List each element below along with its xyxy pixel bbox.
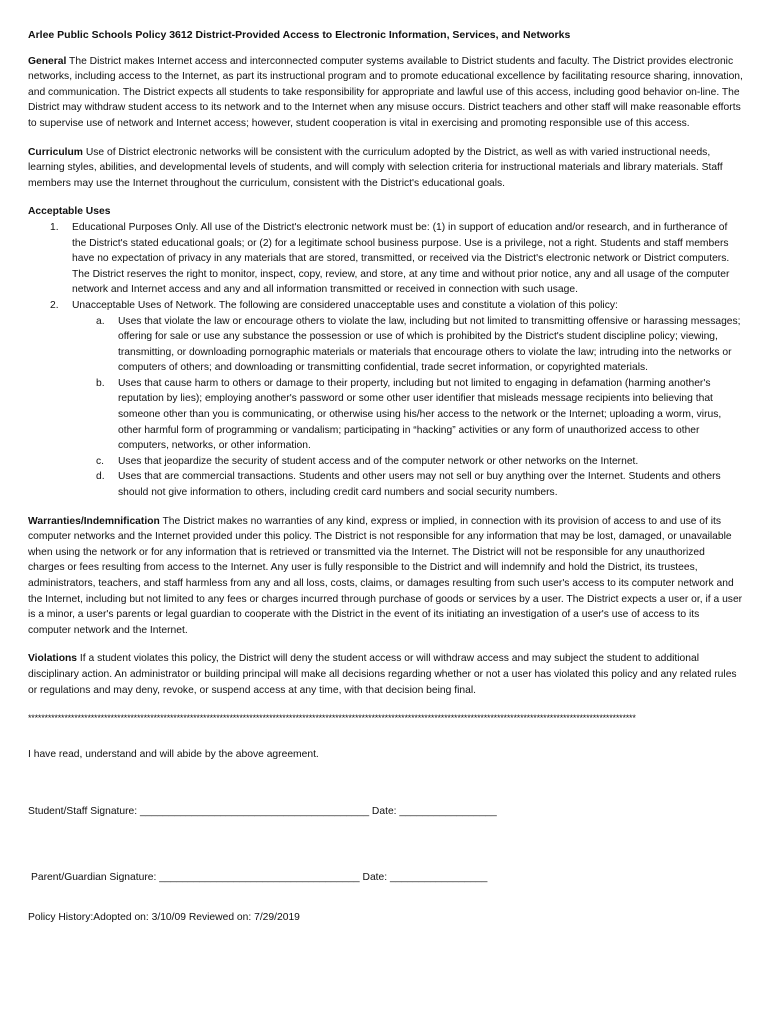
acceptable-uses-list bbox=[28, 220, 744, 501]
item-number: 1. bbox=[50, 221, 59, 233]
acceptable-uses-heading: Acceptable Uses bbox=[28, 206, 111, 218]
curriculum-text: Use of District electronic networks will be consistent with the curriculum adopted by the District, as well as with varied instructional needs, learning styles, abilities, and developmental levels of students, and will comply with selection criteria for instructional materials and library materials. Staff members may use the Internet throughout the curriculum, consistent with the District's educational goals. bbox=[28, 146, 723, 189]
separator-line: **************************************************************************************************************************************************************************************** bbox=[28, 713, 636, 724]
warranties-heading: Warranties/Indemnification bbox=[28, 515, 160, 527]
section-violations bbox=[28, 651, 744, 698]
sub-list-item bbox=[72, 314, 744, 376]
list-item bbox=[28, 220, 744, 298]
item-text: Educational Purposes Only. All use of the District's electronic network must be: (1) in support of education and/or research, and in furtherance of the District's stated educational goals; or (2) for a legitimate school business purpose. Use is a privilege, not a right. Students and staff members have no expectation of privacy in any materials that are stored, transmitted, or received via the District's electronic network or District computers. The District reserves the right to monitor, inspect, copy, review, and store, at any time and without prior notice, any and all usage of the computer network and Internet access and any and all information transmitted or received in connection with such usage. bbox=[72, 221, 730, 296]
acknowledgement-text: I have read, understand and will abide by the above agreement. bbox=[28, 748, 319, 760]
policy-document bbox=[28, 28, 744, 925]
general-text: The District makes Internet access and interconnected computer systems available to District students and faculty. The District provides electronic networks, including access to the Internet, as part its instructional program and to promote educational excellence by facilitating resource sharing, innovation, and communication. The District expects all students to take responsibility for appropriate and lawful use of this access, including good behavior on-line. The District may withdraw student access to its network and to the Internet when any misuse occurs. District teachers and other staff will make reasonable efforts to supervise use of network and Internet access; however, student cooperation is vital in exercising and promoting responsible use of this access. bbox=[28, 55, 743, 129]
section-warranties bbox=[28, 514, 744, 639]
item-text: Unacceptable Uses of Network. The following are considered unacceptable uses and constitute a violation of this policy: bbox=[72, 299, 618, 311]
sub-list-item bbox=[72, 469, 744, 500]
warranties-text: The District makes no warranties of any kind, express or implied, in connection with its provision of access to and use of its computer networks and the Internet provided under this policy. The District is not responsible for any information that may be lost, damaged, or unavailable when using the network or for any information that is retrieved or transmitted via the Internet. The District will not be responsible for any unauthorized charges or fees resulting from access to the Internet. Any user is fully responsible to the District and will indemnify and hold the District, its trustees, administrators, teachers, and staff harmless from any and all loss, costs, claims, or damages resulting from such user's access to its computer network and the Internet, including but not limited to any fees or charges incurred through purchase of goods or services by a user. The District expects a user or, if a user is a minor, a user's parents or legal guardian to cooperate with the District in the event of its initiating an investigation of a user's use of access to its computer network and the Internet. bbox=[28, 515, 743, 636]
item-letter: a. bbox=[96, 315, 105, 327]
item-number: 2. bbox=[50, 299, 59, 311]
sub-item-text: Uses that cause harm to others or damage to their property, including but not limited to engaging in defamation (harming another's reputation by lies); employing another's password or some other user identifier that misleads message recipients into believing that someone other than you is communicating, or otherwise using his/her access to the network or the Internet; uploading a worm, virus, other harmful form of programming or vandalism; participating in “hacking” activities or any form of unauthorized access to other computers, networks, or other information. bbox=[118, 377, 722, 452]
sub-item-text: Uses that violate the law or encourage others to violate the law, including but not limited to transmitting offensive or harassing messages; offering for sale or use any substance the possession or use of which is prohibited by the District's student discipline policy; viewing, transmitting, or downloading pornographic materials or materials that encourage others to violate the law; intruding into the networks or computers of others; and downloading or transmitting confidential, trade secret information, or copyrighted materials. bbox=[118, 315, 741, 374]
section-acceptable-uses bbox=[28, 204, 744, 500]
section-curriculum bbox=[28, 145, 744, 192]
sub-item-text: Uses that jeopardize the security of student access and of the computer network or other networks on the Internet. bbox=[118, 455, 639, 467]
item-letter: d. bbox=[96, 471, 105, 483]
policy-history: Policy History:Adopted on: 3/10/09 Reviewed on: 7/29/2019 bbox=[28, 911, 300, 923]
item-letter: c. bbox=[96, 455, 105, 467]
general-heading: General bbox=[28, 55, 67, 67]
parent-signature-line[interactable]: Parent/Guardian Signature: ___________________________________ Date: _________________ bbox=[31, 871, 488, 883]
sub-list-item bbox=[72, 454, 744, 470]
unacceptable-uses-list bbox=[72, 314, 744, 501]
section-general bbox=[28, 54, 744, 132]
sub-list-item bbox=[72, 376, 744, 454]
item-letter: b. bbox=[96, 377, 105, 389]
list-item bbox=[28, 298, 744, 501]
document-title: Arlee Public Schools Policy 3612 District-Provided Access to Electronic Information, Services, and Networks bbox=[28, 29, 571, 41]
violations-heading: Violations bbox=[28, 653, 78, 665]
student-signature-line[interactable]: Student/Staff Signature: ________________________________________ Date: _________________ bbox=[28, 806, 497, 818]
violations-text: If a student violates this policy, the District will deny the student access or will withdraw access and may subject the student to additional disciplinary action. An administrator or building principal will make all decisions regarding whether or not a user has violated this policy and any related rules or regulations and may deny, revoke, or suspend access at any time, with that decision being final. bbox=[28, 653, 737, 696]
sub-item-text: Uses that are commercial transactions. Students and other users may not sell or buy anything over the Internet. Students and others should not give information to others, including credit card numbers and social security numbers. bbox=[118, 471, 721, 499]
curriculum-heading: Curriculum bbox=[28, 146, 83, 158]
